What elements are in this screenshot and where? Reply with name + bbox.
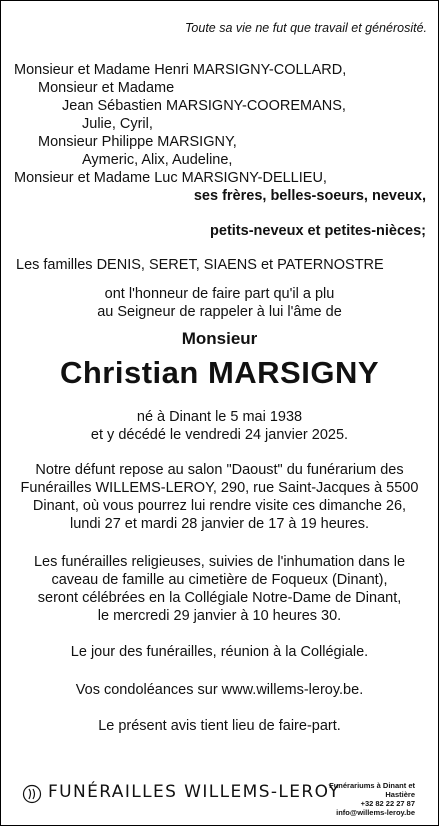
footer — [0, 778, 437, 817]
funeral-home-logo-icon — [22, 784, 42, 804]
family-line: Monsieur Philippe MARSIGNY, — [38, 134, 237, 150]
footer-contact-locations: Funérariums à Dinant et Hastière — [329, 781, 415, 799]
family-line: Aymeric, Alix, Audeline, — [82, 152, 233, 168]
death-line: et y décédé le vendredi 24 janvier 2025. — [90, 427, 349, 443]
announce-line-1: ont l'honneur de faire part qu'il a plu — [104, 286, 335, 302]
rest-line: lundi 27 et mardi 28 janvier de 17 à 19 heures. — [69, 516, 370, 532]
family-line: Julie, Cyril, — [82, 116, 153, 132]
family-line: Jean Sébastien MARSIGNY-COOREMANS, — [62, 98, 346, 114]
motto: Toute sa vie ne fut que travail et générosité. — [184, 21, 427, 35]
funeral-line: Les funérailles religieuses, suivies de l'inhumation dans le — [33, 554, 406, 570]
family-list — [14, 61, 426, 205]
honorific: Monsieur — [181, 329, 258, 348]
footer-contact-email: info@willems-leroy.be — [336, 808, 415, 817]
funeral-line: seront célébrées en la Collégiale Notre-Dame de Dinant, — [37, 590, 402, 606]
funeral-paragraph — [12, 553, 427, 625]
footer-contact — [305, 781, 415, 817]
family-line: Monsieur et Madame — [38, 80, 175, 96]
rest-line: Funérailles WILLEMS-LEROY, 290, rue Saint-Jacques à 5500 — [20, 480, 419, 496]
notice-line: Le présent avis tient lieu de faire-part. — [98, 718, 341, 734]
relations-line-2: petits-neveux et petites-nièces; — [210, 223, 426, 239]
deceased-name: Christian MARSIGNY — [59, 355, 380, 390]
footer-contact-phone: +32 82 22 27 87 — [360, 799, 415, 808]
funeral-home-name: FUNÉRAILLES WILLEMS-LEROY — [48, 782, 341, 802]
birth-line: né à Dinant le 5 mai 1938 — [136, 409, 303, 425]
funeral-line: le mercredi 29 janvier à 10 heures 30. — [97, 608, 342, 624]
rest-line: Notre défunt repose au salon "Daoust" du funérarium des — [35, 462, 404, 478]
condolences-line: Vos condoléances sur www.willems-leroy.be. — [75, 682, 364, 698]
rest-line: Dinant, où vous pourrez lui rendre visite ces dimanche 26, — [32, 498, 407, 514]
families-line: Les familles DENIS, SERET, SIAENS et PATERNOSTRE — [16, 257, 384, 273]
meeting-line: Le jour des funérailles, réunion à la Collégiale. — [70, 644, 369, 660]
funeral-line: caveau de famille au cimetière de Foqueux (Dinant), — [51, 572, 388, 588]
family-line: Monsieur et Madame Henri MARSIGNY-COLLARD, — [14, 62, 347, 78]
rest-paragraph — [12, 461, 427, 533]
announce-line-2: au Seigneur de rappeler à lui l'âme de — [97, 304, 342, 320]
family-line: Monsieur et Madame Luc MARSIGNY-DELLIEU, — [14, 170, 327, 186]
relations-line-1: ses frères, belles-soeurs, neveux, — [193, 188, 426, 204]
